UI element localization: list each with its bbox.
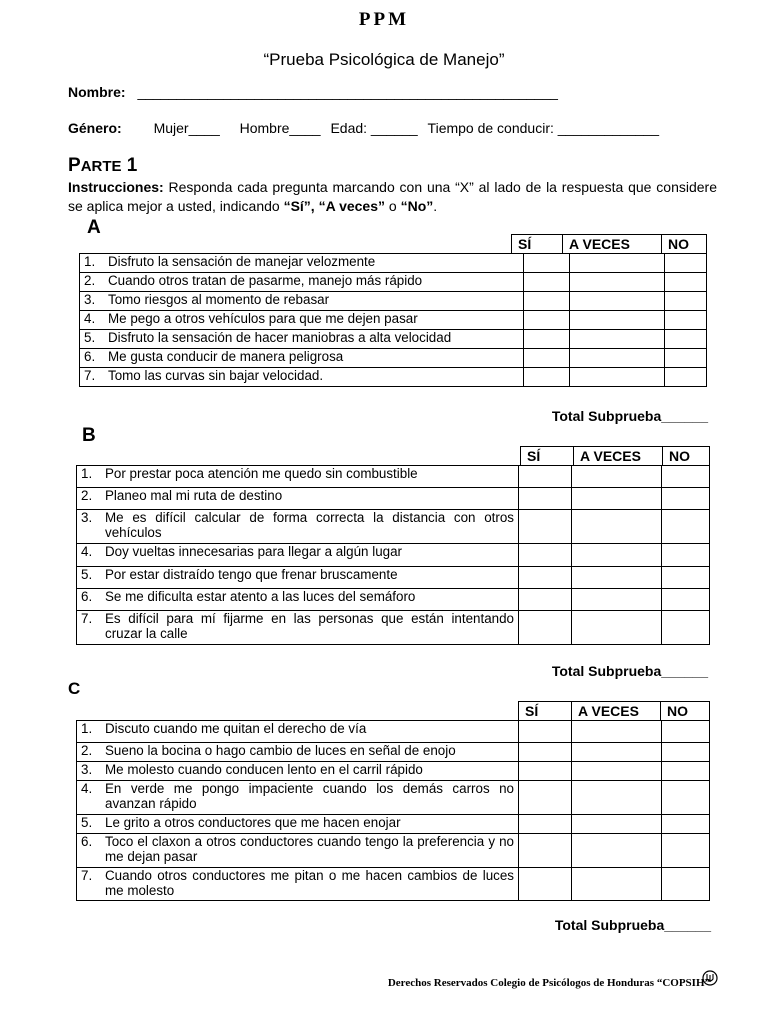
answer-si[interactable] (524, 292, 570, 311)
genero-label: Género: (68, 120, 122, 136)
answer-no[interactable] (662, 815, 710, 834)
instructions: Instrucciones: Responda cada pregunta marcando con una “X” al lado de la respuesta que considere se aplica mejor a usted, indicando “Sí”, “A veces” o “No”. (68, 179, 717, 214)
answer-a-veces[interactable] (570, 349, 665, 368)
answer-si[interactable] (524, 330, 570, 349)
answer-si[interactable] (524, 273, 570, 292)
answer-no[interactable] (662, 466, 710, 488)
part-heading: PARTE 1 (68, 155, 138, 176)
copsih-logo-icon (702, 970, 718, 986)
answer-a-veces[interactable] (572, 466, 662, 488)
answer-si[interactable] (519, 510, 572, 544)
question-text: Tomo riesgos al momento de rebasar (106, 292, 524, 311)
answer-si[interactable] (519, 466, 572, 488)
question-text: Por estar distraído tengo que frenar bruscamente (103, 567, 519, 589)
section-c-letter: C (68, 679, 81, 698)
answer-no[interactable] (662, 834, 710, 868)
answer-si[interactable] (519, 868, 572, 901)
answer-si[interactable] (524, 254, 570, 273)
answer-si[interactable] (524, 368, 570, 387)
answer-a-veces[interactable] (572, 762, 662, 781)
col-si: SÍ (512, 235, 563, 254)
answer-a-veces[interactable] (572, 743, 662, 762)
answer-a-veces[interactable] (572, 834, 662, 868)
hombre-field[interactable]: Hombre____ (239, 120, 321, 136)
answer-si[interactable] (519, 544, 572, 567)
table-row: 2. Cuando otros tratan de pasarme, manejo más rápido (80, 273, 707, 292)
table-row: 2. Planeo mal mi ruta de destino (77, 488, 710, 510)
answer-no[interactable] (665, 292, 707, 311)
answer-si[interactable] (519, 589, 572, 611)
answer-si[interactable] (519, 762, 572, 781)
table-row: 5. Le grito a otros conductores que me hacen enojar (77, 815, 710, 834)
table-row: 1. Discuto cuando me quitan el derecho de vía (77, 721, 710, 743)
question-text: Me gusta conducir de manera peligrosa (106, 349, 524, 368)
question-text: Me molesto cuando conducen lento en el carril rápido (103, 762, 519, 781)
nombre-label: Nombre: (68, 84, 126, 100)
question-text: Me pego a otros vehículos para que me dejen pasar (106, 311, 524, 330)
answer-si[interactable] (519, 721, 572, 743)
section-b-total[interactable]: Total Subprueba______ (551, 663, 708, 679)
table-row: 3. Me es difícil calcular de forma correcta la distancia con otros vehículos (77, 510, 710, 544)
col-no: NO (661, 702, 710, 721)
nombre-line[interactable]: ______________________________________________________ (137, 84, 558, 100)
answer-a-veces[interactable] (572, 611, 662, 645)
section-c-table (76, 720, 710, 901)
col-a-veces: A VECES (574, 447, 663, 466)
answer-si[interactable] (524, 349, 570, 368)
col-no: NO (662, 235, 707, 254)
section-c-total[interactable]: Total Subprueba______ (554, 917, 711, 933)
answer-a-veces[interactable] (570, 330, 665, 349)
nombre-row (68, 84, 558, 100)
answer-a-veces[interactable] (572, 868, 662, 901)
table-row: 5. Disfruto la sensación de hacer maniobras a alta velocidad (80, 330, 707, 349)
question-text: Toco el claxon a otros conductores cuando tengo la preferencia y no me dejan pasar (103, 834, 519, 868)
answer-si[interactable] (519, 488, 572, 510)
question-text: Disfruto la sensación de manejar velozmente (106, 254, 524, 273)
table-row: 4. Doy vueltas innecesarias para llegar a algún lugar (77, 544, 710, 567)
section-c-header (518, 701, 710, 721)
document-code: PPM (358, 9, 410, 30)
question-text: Por prestar poca atención me quedo sin combustible (103, 466, 519, 488)
answer-a-veces[interactable] (572, 567, 662, 589)
table-row: 1. Disfruto la sensación de manejar velozmente (80, 254, 707, 273)
answer-a-veces[interactable] (570, 254, 665, 273)
section-a-table (79, 253, 707, 387)
col-si: SÍ (521, 447, 574, 466)
answer-si[interactable] (519, 611, 572, 645)
answer-no[interactable] (662, 567, 710, 589)
answer-a-veces[interactable] (570, 273, 665, 292)
question-text: Le grito a otros conductores que me hacen enojar (103, 815, 519, 834)
table-row: 6. Me gusta conducir de manera peligrosa (80, 349, 707, 368)
document-title: “Prueba Psicológica de Manejo” (263, 50, 505, 69)
answer-a-veces[interactable] (570, 292, 665, 311)
genero-row (68, 120, 659, 136)
answer-no[interactable] (662, 781, 710, 815)
table-row: 2. Sueno la bocina o hago cambio de luces en señal de enojo (77, 743, 710, 762)
answer-a-veces[interactable] (572, 589, 662, 611)
answer-no[interactable] (665, 349, 707, 368)
table-row: 7. Cuando otros conductores me pitan o me hacen cambios de luces me molesto (77, 868, 710, 901)
col-si: SÍ (519, 702, 572, 721)
answer-si[interactable] (519, 743, 572, 762)
answer-si[interactable] (519, 567, 572, 589)
question-text: Cuando otros conductores me pitan o me hacen cambios de luces me molesto (103, 868, 519, 901)
answer-no[interactable] (665, 254, 707, 273)
answer-a-veces[interactable] (570, 368, 665, 387)
table-row: 6. Se me dificulta estar atento a las luces del semáforo (77, 589, 710, 611)
answer-a-veces[interactable] (572, 544, 662, 567)
question-text: Planeo mal mi ruta de destino (103, 488, 519, 510)
answer-no[interactable] (662, 762, 710, 781)
section-b-letter: B (82, 425, 96, 446)
table-row: 7. Es difícil para mí fijarme en las personas que están intentando cruzar la calle (77, 611, 710, 645)
answer-no[interactable] (662, 544, 710, 567)
answer-no[interactable] (665, 368, 707, 387)
answer-a-veces[interactable] (572, 815, 662, 834)
copyright-footer: Derechos Reservados Colegio de Psicólogos de Honduras “COPSIH” (387, 977, 710, 989)
section-a-header (511, 234, 707, 254)
answer-si[interactable] (519, 815, 572, 834)
table-row: 3. Me molesto cuando conducen lento en el carril rápido (77, 762, 710, 781)
section-b-header (520, 446, 710, 466)
answer-si[interactable] (524, 311, 570, 330)
answer-a-veces[interactable] (572, 488, 662, 510)
question-text: Me es difícil calcular de forma correcta la distancia con otros vehículos (103, 510, 519, 544)
table-row: 3. Tomo riesgos al momento de rebasar (80, 292, 707, 311)
question-text: Se me dificulta estar atento a las luces del semáforo (103, 589, 519, 611)
question-text: Doy vueltas innecesarias para llegar a algún lugar (103, 544, 519, 567)
section-b-table (76, 465, 710, 645)
answer-no[interactable] (665, 311, 707, 330)
question-text: Sueno la bocina o hago cambio de luces en señal de enojo (103, 743, 519, 762)
question-text: Discuto cuando me quitan el derecho de vía (103, 721, 519, 743)
section-a-total[interactable]: Total Subprueba______ (551, 408, 708, 424)
section-a-letter: A (87, 217, 101, 238)
table-row: 4. En verde me pongo impaciente cuando los demás carros no avanzan rápido (77, 781, 710, 815)
answer-no[interactable] (662, 611, 710, 645)
answer-a-veces[interactable] (572, 510, 662, 544)
col-a-veces: A VECES (563, 235, 662, 254)
answer-no[interactable] (665, 330, 707, 349)
question-text: Cuando otros tratan de pasarme, manejo más rápido (106, 273, 524, 292)
edad-field[interactable]: Edad: ______ (330, 120, 418, 136)
tiempo-field[interactable]: Tiempo de conducir: _____________ (427, 120, 659, 136)
answer-si[interactable] (519, 781, 572, 815)
answer-a-veces[interactable] (570, 311, 665, 330)
question-text: En verde me pongo impaciente cuando los demás carros no avanzan rápido (103, 781, 519, 815)
table-row: 1. Por prestar poca atención me quedo sin combustible (77, 466, 710, 488)
answer-no[interactable] (662, 743, 710, 762)
col-a-veces: A VECES (572, 702, 661, 721)
table-row: 4. Me pego a otros vehículos para que me dejen pasar (80, 311, 707, 330)
table-row: 6. Toco el claxon a otros conductores cuando tengo la preferencia y no me dejan pasar (77, 834, 710, 868)
table-row: 5. Por estar distraído tengo que frenar bruscamente (77, 567, 710, 589)
answer-no[interactable] (662, 488, 710, 510)
answer-no[interactable] (662, 868, 710, 901)
question-text: Disfruto la sensación de hacer maniobras a alta velocidad (106, 330, 524, 349)
question-text: Es difícil para mí fijarme en las personas que están intentando cruzar la calle (103, 611, 519, 645)
answer-si[interactable] (519, 834, 572, 868)
question-text: Tomo las curvas sin bajar velocidad. (106, 368, 524, 387)
answer-no[interactable] (662, 721, 710, 743)
answer-no[interactable] (662, 589, 710, 611)
answer-no[interactable] (665, 273, 707, 292)
mujer-field[interactable]: Mujer____ (153, 120, 220, 136)
answer-a-veces[interactable] (572, 721, 662, 743)
table-row: 7. Tomo las curvas sin bajar velocidad. (80, 368, 707, 387)
answer-no[interactable] (662, 510, 710, 544)
answer-a-veces[interactable] (572, 781, 662, 815)
col-no: NO (663, 447, 710, 466)
